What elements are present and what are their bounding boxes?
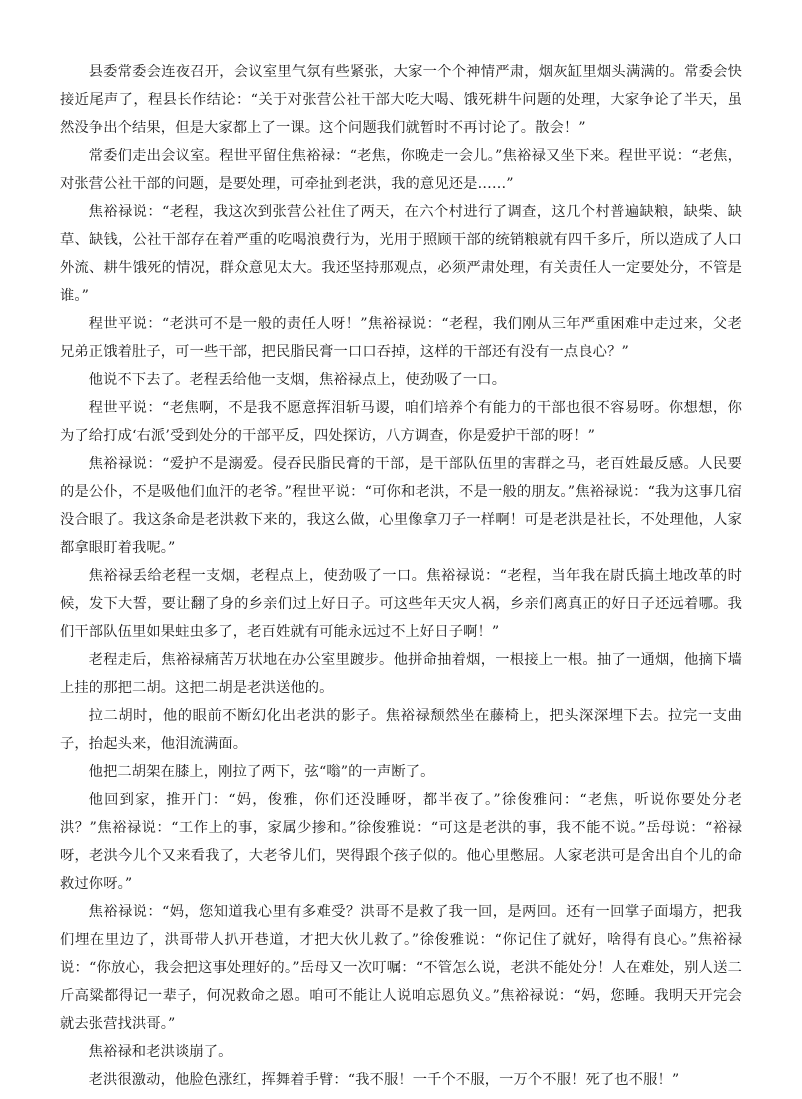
paragraph-3: 焦裕禄说：“老程，我这次到张营公社住了两天，在六个村进行了调查，这几个村普遍缺粮，缺柴、缺草、缺钱，公社干部存在着严重的吃喝浪费行为，光用于照顾干部的统销粮就有四千多斤，所以造成了人口外流、耕牛饿死的情况，群众意见太大。我还坚持那观点，必须严肃处理，有关责任人一定要处分，不管是谁。” <box>60 204 742 304</box>
paragraph-15: 老洪很激动，他脸色涨红，挥舞着手臂：“我不服！一千个不服，一万个不服！死了也不服！” <box>88 1072 680 1088</box>
paragraph-11: 他把二胡架在膝上，刚拉了两下，弦“嗡”的一声断了。 <box>88 764 435 780</box>
paragraph-12: 他回到家，推开门：“妈，俊雅，你们还没睡呀，都半夜了。”徐俊雅问：“老焦，听说你要处分老洪？”焦裕禄说：“工作上的事，家属少掺和。”徐俊雅说：“可这是老洪的事，我不能不说。”岳母说：“裕禄呀，老洪今儿个又来看我了，大老爷儿们，哭得跟个孩子似的。他心里憋屈。人家老洪可是舍出自个儿的命救过你呀。” <box>60 792 742 892</box>
paragraph-5: 他说不下去了。老程丢给他一支烟，焦裕禄点上，使劲吸了一口。 <box>88 372 507 388</box>
paragraph-14: 焦裕禄和老洪谈崩了。 <box>88 1044 233 1060</box>
paragraph-4: 程世平说：“老洪可不是一般的责任人呀！”焦裕禄说：“老程，我们刚从三年严重困难中走过来，父老兄弟正饿着肚子，可一些干部，把民脂民膏一口口吞掉，这样的干部还有没有一点良心？” <box>60 316 742 360</box>
paragraph-13: 焦裕禄说：“妈，您知道我心里有多难受？洪哥不是救了我一回，是两回。还有一回掌子面塌方，把我们埋在里边了，洪哥带人扒开巷道，才把大伙儿救了。”徐俊雅说：“你记住了就好，啥得有良心。”焦裕禄说：“你放心，我会把这事处理好的。”岳母又一次叮嘱：“不管怎么说，老洪不能处分！人在难处，别人送二斤高粱都得记一辈子，何况救命之恩。咱可不能让人说咱忘恩负义。”焦裕禄说：“妈，您睡。我明天开完会就去张营找洪哥。” <box>60 904 742 1032</box>
paragraph-9: 老程走后，焦裕禄痛苦万状地在办公室里踱步。他拼命抽着烟，一根接上一根。抽了一通烟，他摘下墙上挂的那把二胡。这把二胡是老洪送他的。 <box>60 652 742 696</box>
paragraph-7: 焦裕禄说：“爱护不是溺爱。侵吞民脂民膏的干部，是干部队伍里的害群之马，老百姓最反感。人民要的是公仆，不是吸他们血汗的老爷。”程世平说：“可你和老洪，不是一般的朋友。”焦裕禄说：“我为这事几宿没合眼了。我这条命是老洪救下来的，我这么做，心里像拿刀子一样啊！可是老洪是社长，不处理他，人家都拿眼盯着我呢。” <box>60 456 742 556</box>
paragraph-10: 拉二胡时，他的眼前不断幻化出老洪的影子。焦裕禄颓然坐在藤椅上，把头深深埋下去。拉完一支曲子，抬起头来，他泪流满面。 <box>60 708 742 752</box>
paragraph-8: 焦裕禄丢给老程一支烟，老程点上，使劲吸了一口。焦裕禄说：“老程，当年我在尉氏搞土地改革的时候，发下大誓，要让翻了身的乡亲们过上好日子。可这些年天灾人祸，乡亲们离真正的好日子还远着哪。我们干部队伍里如果蛀虫多了，老百姓就有可能永远过不上好日子啊！” <box>60 568 742 640</box>
story-text <box>60 58 742 1094</box>
paragraph-1: 县委常委会连夜召开，会议室里气氛有些紧张，大家一个个神情严肃，烟灰缸里烟头满满的。常委会快接近尾声了，程县长作结论：“关于对张营公社干部大吃大喝、饿死耕牛问题的处理，大家争论了半天，虽然没争出个结果，但是大家都上了一课。这个问题我们就暂时不再讨论了。散会！” <box>60 64 742 136</box>
paragraph-2: 常委们走出会议室。程世平留住焦裕禄：“老焦，你晚走一会儿。”焦裕禄又坐下来。程世平说：“老焦，对张营公社干部的问题，是要处理，可牵扯到老洪，我的意见还是……” <box>60 148 742 192</box>
paragraph-6: 程世平说：“老焦啊，不是我不愿意挥泪斩马谡，咱们培养个有能力的干部也很不容易呀。你想想，你为了给打成‘右派’受到处分的干部平反，四处探访，八方调查，你是爱护干部的呀！” <box>60 400 742 444</box>
